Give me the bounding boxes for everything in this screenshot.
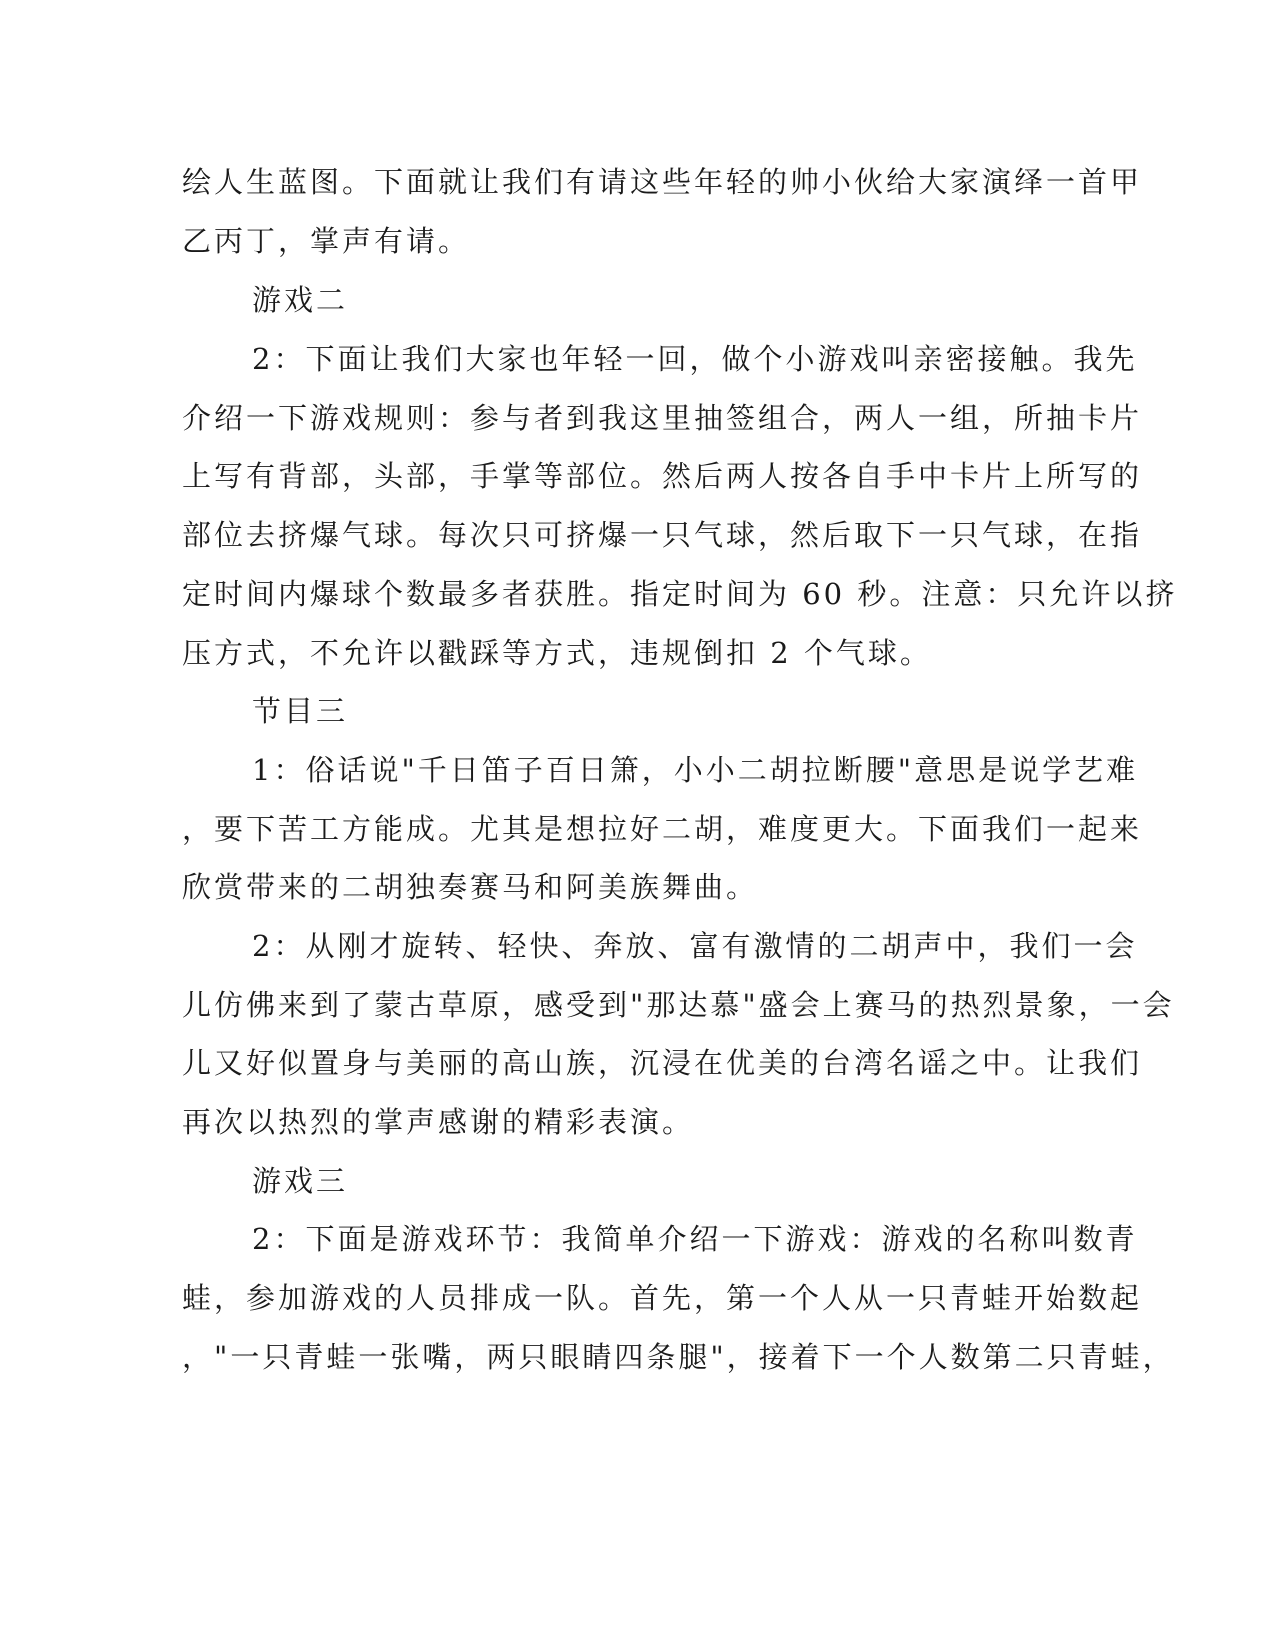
text-line: 2：从刚才旋转、轻快、奔放、富有激情的二胡声中，我们一会 [252, 929, 1138, 963]
text-line: 再次以热烈的掌声感谢的精彩表演。 [182, 1105, 695, 1139]
text-line: 2：下面让我们大家也年轻一回，做个小游戏叫亲密接触。我先 [252, 342, 1138, 376]
text-line: 儿又好似置身与美丽的高山族，沉浸在优美的台湾名谣之中。让我们 [182, 1046, 1143, 1080]
text-line: ，要下苦工方能成。尤其是想拉好二胡，难度更大。下面我们一起来 [182, 812, 1143, 846]
section-heading: 游戏二 [252, 283, 349, 317]
text-line: 上写有背部，头部，手掌等部位。然后两人按各自手中卡片上所写的 [182, 459, 1143, 493]
text-line: 欣赏带来的二胡独奏赛马和阿美族舞曲。 [182, 870, 759, 904]
text-line: 部位去挤爆气球。每次只可挤爆一只气球，然后取下一只气球，在指 [182, 518, 1143, 552]
section-heading: 节目三 [252, 694, 349, 728]
text-line: 介绍一下游戏规则：参与者到我这里抽签组合，两人一组，所抽卡片 [182, 401, 1143, 435]
text-line: 2：下面是游戏环节：我简单介绍一下游戏：游戏的名称叫数青 [252, 1222, 1138, 1256]
text-line: ，"一只青蛙一张嘴，两只眼睛四条腿"，接着下一个人数第二只青蛙， [182, 1340, 1175, 1374]
text-line: 1：俗话说"千日笛子百日箫，小小二胡拉断腰"意思是说学艺难 [252, 753, 1139, 787]
text-line: 压方式，不允许以戳踩等方式，违规倒扣 2 个气球。 [182, 636, 932, 670]
text-line: 蛙，参加游戏的人员排成一队。首先，第一个人从一只青蛙开始数起 [182, 1281, 1143, 1315]
text-line: 绘人生蓝图。下面就让我们有请这些年轻的帅小伙给大家演绎一首甲 [182, 165, 1143, 199]
section-heading: 游戏三 [252, 1164, 349, 1198]
text-line: 乙丙丁，掌声有请。 [182, 224, 471, 258]
text-line: 定时间内爆球个数最多者获胜。指定时间为 60 秒。注意：只允许以挤 [182, 577, 1178, 611]
text-line: 儿仿佛来到了蒙古草原，感受到"那达慕"盛会上赛马的热烈景象，一会 [182, 988, 1175, 1022]
